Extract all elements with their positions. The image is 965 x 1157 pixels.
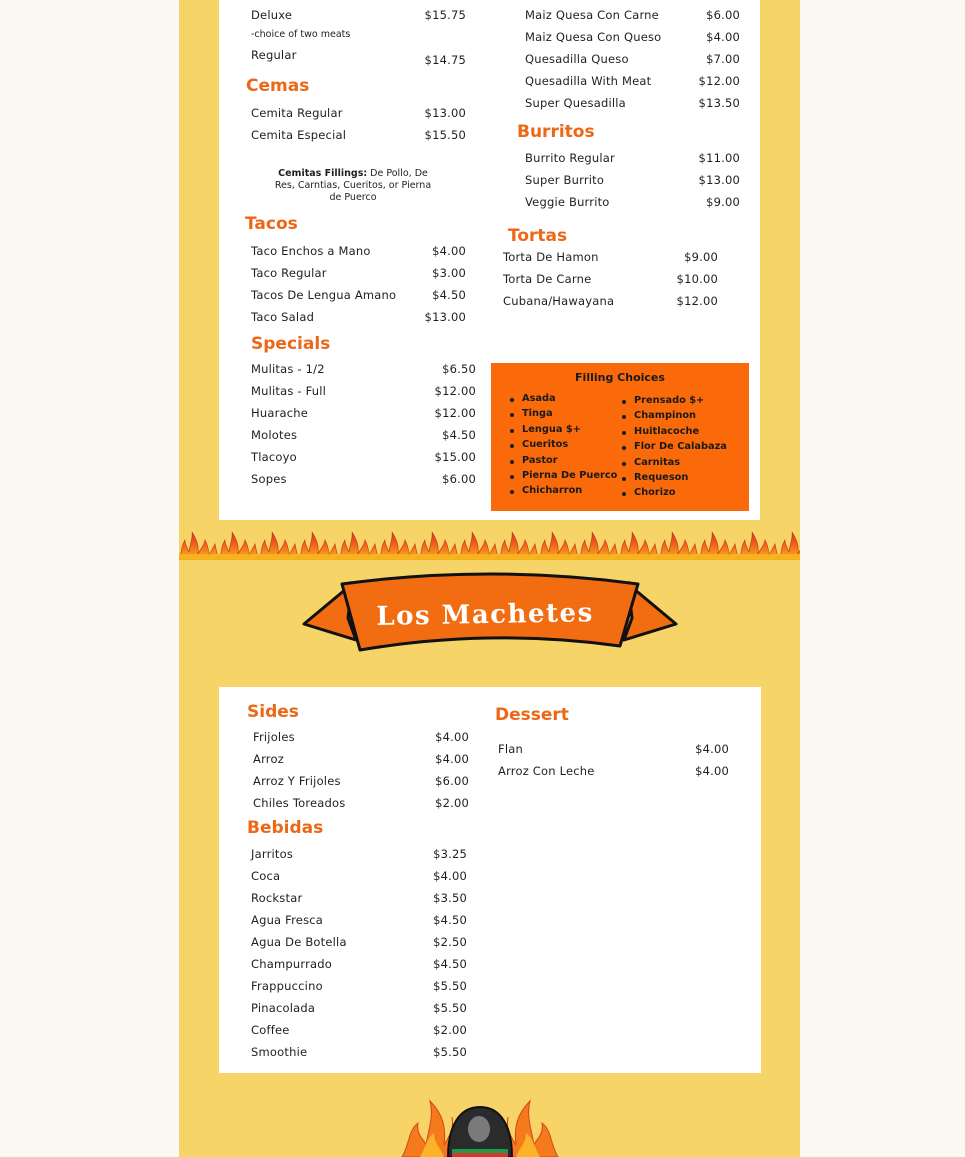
menu-item <box>525 52 740 68</box>
filling-choices-box <box>491 363 749 511</box>
section-heading-bebidas: Bebidas <box>247 818 324 838</box>
filling-list-right <box>621 395 727 503</box>
item-price: $5.50 <box>433 1001 467 1015</box>
item-name: Mulitas - Full <box>251 384 327 398</box>
item-price: $15.00 <box>434 450 476 464</box>
section-heading-tortas: Tortas <box>508 226 568 246</box>
item-name: Deluxe <box>251 8 293 22</box>
section-heading-sides: Sides <box>247 702 299 722</box>
filling-choices-title: Filling Choices <box>575 371 665 384</box>
item-name: Veggie Burrito <box>525 195 610 209</box>
item-price: $12.00 <box>434 384 476 398</box>
item-name: Super Burrito <box>525 173 605 187</box>
filling-option: Flor De Calabaza <box>621 441 727 456</box>
menu-item <box>251 935 467 951</box>
menu-item <box>251 472 476 488</box>
menu-item <box>251 869 467 885</box>
item-price: $10.00 <box>676 272 718 286</box>
item-name: Super Quesadilla <box>525 96 626 110</box>
menu-item <box>525 151 740 167</box>
item-name: Tacos De Lengua Amano <box>251 288 397 302</box>
item-name: Coffee <box>251 1023 290 1037</box>
item-price: $4.00 <box>435 730 469 744</box>
item-name: Mulitas - 1/2 <box>251 362 325 376</box>
filling-option: Pastor <box>509 455 617 470</box>
menu-item <box>503 294 718 310</box>
item-name: Molotes <box>251 428 298 442</box>
item-name: Cemita Regular <box>251 106 343 120</box>
item-price: $3.00 <box>432 266 466 280</box>
item-name: Rockstar <box>251 891 303 905</box>
item-price: $14.75 <box>424 53 466 67</box>
item-price: $12.00 <box>434 406 476 420</box>
item-name: Maiz Quesa Con Carne <box>525 8 659 22</box>
item-name: Arroz Con Leche <box>498 764 595 778</box>
section-heading-dessert: Dessert <box>495 705 569 725</box>
item-price: $2.00 <box>435 796 469 810</box>
item-price: $4.00 <box>435 752 469 766</box>
flame-border-icon <box>179 530 800 560</box>
menu-item <box>251 384 476 400</box>
item-price: $9.00 <box>684 250 718 264</box>
menu-item <box>525 30 740 46</box>
item-price: $4.00 <box>695 764 729 778</box>
note-label: Cemitas Fillings: <box>278 168 368 179</box>
item-name: Cemita Especial <box>251 128 347 142</box>
item-name: Huarache <box>251 406 309 420</box>
item-name: Champurrado <box>251 957 332 971</box>
item-name: Arroz Y Frijoles <box>253 774 341 788</box>
restaurant-name-banner: Los Machetes <box>376 598 594 632</box>
item-name: Smoothie <box>251 1045 308 1059</box>
menu-item <box>251 406 476 422</box>
menu-item <box>251 310 466 326</box>
item-name: Quesadilla With Meat <box>525 74 652 88</box>
item-price: $15.50 <box>424 128 466 142</box>
menu-item <box>251 913 467 929</box>
menu-item <box>253 774 469 790</box>
menu-item <box>251 1001 467 1017</box>
menu-item <box>251 128 466 144</box>
item-name: Chiles Toreados <box>253 796 346 810</box>
menu-item <box>251 979 467 995</box>
section-heading-specials: Specials <box>251 334 331 354</box>
item-price: $6.50 <box>442 362 476 376</box>
menu-item <box>503 250 718 266</box>
filling-option: Carnitas <box>621 457 727 472</box>
item-name: Frijoles <box>253 730 295 744</box>
item-price: $6.00 <box>442 472 476 486</box>
menu-item <box>525 74 740 90</box>
filling-option: Prensado $+ <box>621 395 727 410</box>
item-name: Tlacoyo <box>251 450 297 464</box>
item-name: Agua De Botella <box>251 935 347 949</box>
item-price: $15.75 <box>424 8 466 22</box>
item-name: Taco Salad <box>251 310 315 324</box>
item-price: $2.00 <box>433 1023 467 1037</box>
menu-item <box>251 891 467 907</box>
item-name: Quesadilla Queso <box>525 52 629 66</box>
filling-option: Pierna De Puerco <box>509 470 617 485</box>
item-price: $12.00 <box>676 294 718 308</box>
item-price: $5.50 <box>433 1045 467 1059</box>
menu-item <box>251 8 466 24</box>
filling-option: Chicharron <box>509 485 617 500</box>
item-name: Taco Regular <box>251 266 327 280</box>
menu-item <box>251 957 467 973</box>
item-name: Torta De Hamon <box>503 250 599 264</box>
menu-item <box>251 428 476 444</box>
item-price: $13.00 <box>424 106 466 120</box>
cemitas-fillings-note <box>268 168 438 204</box>
item-price: $3.50 <box>433 891 467 905</box>
item-price: $5.50 <box>433 979 467 993</box>
menu-item <box>525 96 740 112</box>
item-price: $2.50 <box>433 935 467 949</box>
filling-list-left <box>509 393 617 501</box>
item-name: Taco Enchos a Mano <box>251 244 371 258</box>
chili-pepper-mascot-icon <box>400 1095 560 1157</box>
item-price: $7.00 <box>706 52 740 66</box>
menu-item <box>251 266 466 282</box>
item-price: $4.00 <box>433 869 467 883</box>
item-name: Regular <box>251 48 297 62</box>
item-name: Agua Fresca <box>251 913 324 927</box>
item-price: $4.50 <box>433 957 467 971</box>
item-price: $13.00 <box>424 310 466 324</box>
menu-item <box>251 450 476 466</box>
item-price: $13.50 <box>698 96 740 110</box>
menu-item <box>251 288 466 304</box>
section-heading-burritos: Burritos <box>517 122 595 142</box>
section-heading-tacos: Tacos <box>245 214 298 234</box>
item-name: Burrito Regular <box>525 151 615 165</box>
filling-option: Cueritos <box>509 439 617 454</box>
filling-option: Requeson <box>621 472 727 487</box>
menu-item <box>503 272 718 288</box>
item-price: $4.00 <box>706 30 740 44</box>
item-price: $4.00 <box>432 244 466 258</box>
item-name: Coca <box>251 869 281 883</box>
menu-item <box>251 1045 467 1061</box>
item-price: $9.00 <box>706 195 740 209</box>
item-price: $4.50 <box>432 288 466 302</box>
item-price: $12.00 <box>698 74 740 88</box>
menu-item <box>498 764 729 780</box>
item-name: Frappuccino <box>251 979 323 993</box>
menu-item <box>253 730 469 746</box>
menu-item <box>253 752 469 768</box>
filling-option: Chorizo <box>621 487 727 502</box>
filling-option: Tinga <box>509 408 617 423</box>
item-name: Arroz <box>253 752 284 766</box>
menu-item <box>251 106 466 122</box>
item-price: $13.00 <box>698 173 740 187</box>
item-name: Cubana/Hawayana <box>503 294 615 308</box>
item-name: Pinacolada <box>251 1001 316 1015</box>
menu-item <box>251 244 466 260</box>
item-price: $4.50 <box>433 913 467 927</box>
deluxe-note: -choice of two meats <box>251 29 351 40</box>
menu-item <box>251 1023 467 1039</box>
menu-item <box>253 796 469 812</box>
item-name: Jarritos <box>251 847 294 861</box>
item-price: $11.00 <box>698 151 740 165</box>
item-price: $4.00 <box>695 742 729 756</box>
filling-option: Lengua $+ <box>509 424 617 439</box>
menu-item <box>498 742 729 758</box>
item-name: Sopes <box>251 472 287 486</box>
menu-item <box>251 48 466 67</box>
filling-option: Champinon <box>621 410 727 425</box>
note-text: De Pollo, De Res, Carntias, Cueritos, or Pierna de Puerco <box>274 168 432 203</box>
menu-item <box>251 847 467 863</box>
item-name: Maiz Quesa Con Queso <box>525 30 662 44</box>
item-price: $6.00 <box>706 8 740 22</box>
item-price: $4.50 <box>442 428 476 442</box>
menu-item <box>525 195 740 211</box>
item-name: Flan <box>498 742 523 756</box>
filling-option: Asada <box>509 393 617 408</box>
section-heading-cemas: Cemas <box>246 76 310 96</box>
item-price: $3.25 <box>433 847 467 861</box>
menu-item <box>525 8 740 24</box>
filling-option: Huitlacoche <box>621 426 727 441</box>
item-name: Torta De Carne <box>503 272 592 286</box>
menu-item <box>525 173 740 189</box>
item-price: $6.00 <box>435 774 469 788</box>
menu-item <box>251 362 476 378</box>
